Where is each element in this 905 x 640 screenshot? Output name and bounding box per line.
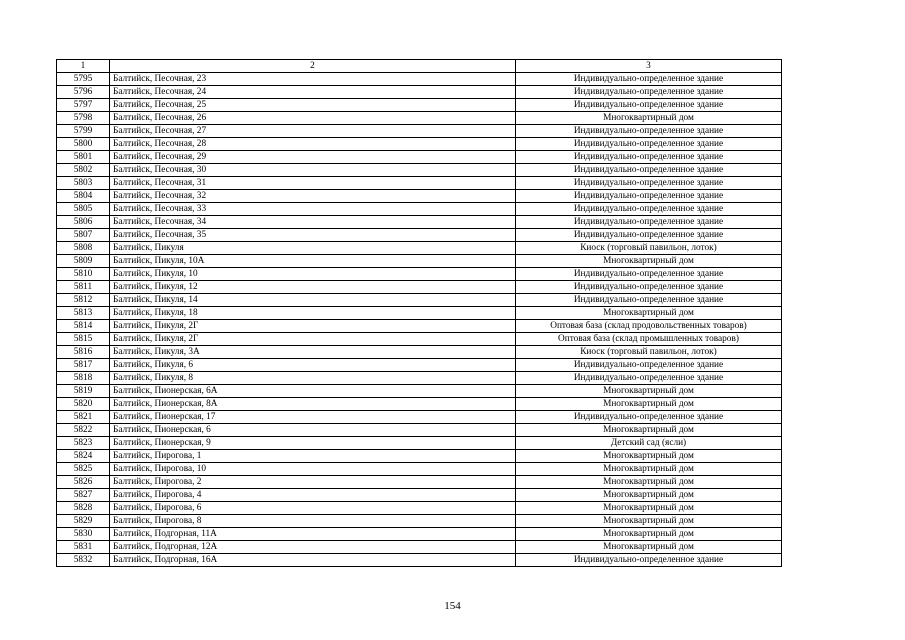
table-row	[57, 268, 782, 281]
address: Балтийск, Песочная, 25	[110, 99, 516, 112]
record-number: 5797	[57, 99, 110, 112]
object-type: Индивидуально-определенное здание	[516, 554, 782, 567]
record-number: 5824	[57, 450, 110, 463]
record-number: 5808	[57, 242, 110, 255]
record-number: 5795	[57, 73, 110, 86]
address: Балтийск, Пионерская, 6А	[110, 385, 516, 398]
address: Балтийск, Пикуля, 2Г	[110, 320, 516, 333]
object-type: Многоквартирный дом	[516, 112, 782, 125]
object-type: Индивидуально-определенное здание	[516, 151, 782, 164]
record-number: 5801	[57, 151, 110, 164]
table-row	[57, 450, 782, 463]
record-number: 5831	[57, 541, 110, 554]
record-number: 5798	[57, 112, 110, 125]
record-number: 5830	[57, 528, 110, 541]
record-number: 5829	[57, 515, 110, 528]
table-row	[57, 177, 782, 190]
object-type: Индивидуально-определенное здание	[516, 372, 782, 385]
table-row	[57, 541, 782, 554]
table-row	[57, 138, 782, 151]
object-type: Индивидуально-определенное здание	[516, 203, 782, 216]
column-number-row	[57, 60, 782, 73]
address: Балтийск, Песочная, 31	[110, 177, 516, 190]
record-number: 5799	[57, 125, 110, 138]
address: Балтийск, Пикуля, 10	[110, 268, 516, 281]
record-number: 5813	[57, 307, 110, 320]
table-row	[57, 489, 782, 502]
address: Балтийск, Подгорная, 11А	[110, 528, 516, 541]
object-type: Оптовая база (склад продовольственных товаров)	[516, 320, 782, 333]
table-row	[57, 528, 782, 541]
record-number: 5832	[57, 554, 110, 567]
address: Балтийск, Песочная, 35	[110, 229, 516, 242]
table-row	[57, 216, 782, 229]
record-number: 5802	[57, 164, 110, 177]
table-row	[57, 86, 782, 99]
table-row	[57, 411, 782, 424]
address: Балтийск, Пикуля, 8	[110, 372, 516, 385]
object-type: Многоквартирный дом	[516, 515, 782, 528]
record-number: 5800	[57, 138, 110, 151]
address: Балтийск, Пирогова, 1	[110, 450, 516, 463]
table-row	[57, 437, 782, 450]
address: Балтийск, Пирогова, 2	[110, 476, 516, 489]
table-row	[57, 242, 782, 255]
table-row	[57, 125, 782, 138]
address: Балтийск, Пикуля, 3А	[110, 346, 516, 359]
table-row	[57, 99, 782, 112]
table-row	[57, 307, 782, 320]
address: Балтийск, Песочная, 29	[110, 151, 516, 164]
object-type: Оптовая база (склад промышленных товаров)	[516, 333, 782, 346]
object-type: Индивидуально-определенное здание	[516, 411, 782, 424]
record-number: 5822	[57, 424, 110, 437]
object-type: Индивидуально-определенное здание	[516, 177, 782, 190]
table-row	[57, 424, 782, 437]
object-type: Индивидуально-определенное здание	[516, 164, 782, 177]
address: Балтийск, Пионерская, 8А	[110, 398, 516, 411]
table-row	[57, 502, 782, 515]
object-type: Индивидуально-определенное здание	[516, 73, 782, 86]
table-row	[57, 398, 782, 411]
record-number: 5825	[57, 463, 110, 476]
object-type: Индивидуально-определенное здание	[516, 125, 782, 138]
page-number: 154	[444, 600, 461, 612]
address: Балтийск, Песочная, 33	[110, 203, 516, 216]
record-number: 5796	[57, 86, 110, 99]
object-type: Многоквартирный дом	[516, 398, 782, 411]
object-type: Детский сад (ясли)	[516, 437, 782, 450]
object-type: Многоквартирный дом	[516, 255, 782, 268]
record-number: 5806	[57, 216, 110, 229]
table-row	[57, 372, 782, 385]
address: Балтийск, Песочная, 28	[110, 138, 516, 151]
address: Балтийск, Пионерская, 6	[110, 424, 516, 437]
record-number: 5805	[57, 203, 110, 216]
address: Балтийск, Пирогова, 4	[110, 489, 516, 502]
address: Балтийск, Песочная, 26	[110, 112, 516, 125]
record-number: 5826	[57, 476, 110, 489]
record-number: 5811	[57, 281, 110, 294]
table-row	[57, 229, 782, 242]
address: Балтийск, Пикуля, 18	[110, 307, 516, 320]
column-number-2: 2	[110, 60, 516, 73]
record-number: 5807	[57, 229, 110, 242]
record-number: 5823	[57, 437, 110, 450]
record-number: 5818	[57, 372, 110, 385]
object-type: Индивидуально-определенное здание	[516, 268, 782, 281]
record-number: 5821	[57, 411, 110, 424]
object-type: Многоквартирный дом	[516, 541, 782, 554]
address: Балтийск, Пикуля, 14	[110, 294, 516, 307]
address: Балтийск, Подгорная, 12А	[110, 541, 516, 554]
record-number: 5819	[57, 385, 110, 398]
record-number: 5816	[57, 346, 110, 359]
object-type: Индивидуально-определенное здание	[516, 86, 782, 99]
address: Балтийск, Песочная, 27	[110, 125, 516, 138]
address: Балтийск, Пионерская, 9	[110, 437, 516, 450]
table-row	[57, 385, 782, 398]
table-row	[57, 151, 782, 164]
address: Балтийск, Пикуля	[110, 242, 516, 255]
table-row	[57, 190, 782, 203]
address: Балтийск, Пирогова, 10	[110, 463, 516, 476]
record-number: 5828	[57, 502, 110, 515]
table-row	[57, 333, 782, 346]
table-row	[57, 255, 782, 268]
record-number: 5804	[57, 190, 110, 203]
table-row	[57, 515, 782, 528]
object-type: Индивидуально-определенное здание	[516, 138, 782, 151]
table-row	[57, 294, 782, 307]
address: Балтийск, Песочная, 32	[110, 190, 516, 203]
address: Балтийск, Пирогова, 8	[110, 515, 516, 528]
object-type: Многоквартирный дом	[516, 528, 782, 541]
record-number: 5820	[57, 398, 110, 411]
address: Балтийск, Пионерская, 17	[110, 411, 516, 424]
column-number-1: 1	[57, 60, 110, 73]
object-type: Многоквартирный дом	[516, 424, 782, 437]
object-type: Многоквартирный дом	[516, 450, 782, 463]
table-row	[57, 463, 782, 476]
address: Балтийск, Песочная, 34	[110, 216, 516, 229]
object-type: Индивидуально-определенное здание	[516, 216, 782, 229]
address: Балтийск, Песочная, 24	[110, 86, 516, 99]
table-row	[57, 164, 782, 177]
object-type: Индивидуально-определенное здание	[516, 190, 782, 203]
address: Балтийск, Песочная, 23	[110, 73, 516, 86]
record-number: 5803	[57, 177, 110, 190]
address: Балтийск, Пикуля, 12	[110, 281, 516, 294]
table-row	[57, 203, 782, 216]
record-number: 5827	[57, 489, 110, 502]
registry-table-body	[57, 60, 782, 567]
record-number: 5817	[57, 359, 110, 372]
table-row	[57, 281, 782, 294]
record-number: 5809	[57, 255, 110, 268]
object-type: Индивидуально-определенное здание	[516, 281, 782, 294]
object-type: Многоквартирный дом	[516, 385, 782, 398]
table-row	[57, 73, 782, 86]
table-row	[57, 112, 782, 125]
record-number: 5810	[57, 268, 110, 281]
record-number: 5812	[57, 294, 110, 307]
object-type: Индивидуально-определенное здание	[516, 359, 782, 372]
address: Балтийск, Пирогова, 6	[110, 502, 516, 515]
object-type: Индивидуально-определенное здание	[516, 294, 782, 307]
table-row	[57, 359, 782, 372]
object-type: Многоквартирный дом	[516, 489, 782, 502]
address: Балтийск, Пикуля, 2Г	[110, 333, 516, 346]
address: Балтийск, Песочная, 30	[110, 164, 516, 177]
registry-table	[56, 59, 782, 567]
object-type: Многоквартирный дом	[516, 463, 782, 476]
table-row	[57, 554, 782, 567]
table-row	[57, 320, 782, 333]
address: Балтийск, Пикуля, 6	[110, 359, 516, 372]
address: Балтийск, Пикуля, 10А	[110, 255, 516, 268]
object-type: Индивидуально-определенное здание	[516, 229, 782, 242]
table-row	[57, 476, 782, 489]
object-type: Многоквартирный дом	[516, 502, 782, 515]
record-number: 5814	[57, 320, 110, 333]
record-number: 5815	[57, 333, 110, 346]
object-type: Индивидуально-определенное здание	[516, 99, 782, 112]
address: Балтийск, Подгорная, 16А	[110, 554, 516, 567]
table-row	[57, 346, 782, 359]
object-type: Киоск (торговый павильон, лоток)	[516, 346, 782, 359]
object-type: Многоквартирный дом	[516, 476, 782, 489]
object-type: Многоквартирный дом	[516, 307, 782, 320]
object-type: Киоск (торговый павильон, лоток)	[516, 242, 782, 255]
column-number-3: 3	[516, 60, 782, 73]
